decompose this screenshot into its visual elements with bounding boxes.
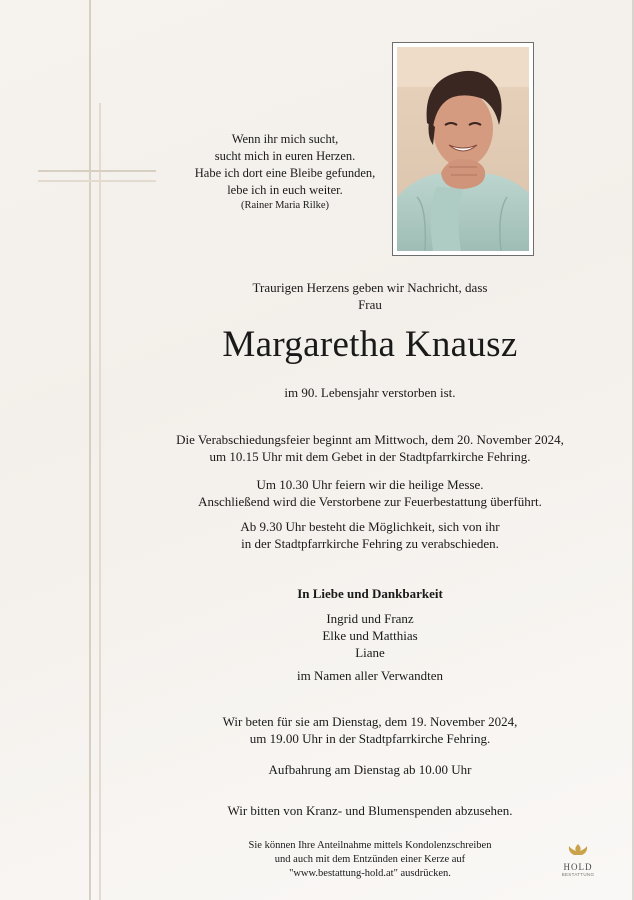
funeral-home-logo (558, 843, 598, 877)
announcement-intro (140, 279, 600, 313)
deceased-name: Margaretha Knausz (222, 324, 518, 365)
ceremony-line: Um 10.30 Uhr feiern wir die heilige Messe. (256, 477, 484, 492)
ceremony-line: Anschließend wird die Verstorbene zur Feuerbestattung überführt. (198, 494, 542, 509)
intro-line: Traurigen Herzens geben wir Nachricht, dass (252, 280, 488, 295)
condolence-footer (140, 839, 600, 881)
logo-name: HOLD (563, 862, 593, 872)
footer-line: Sie können Ihre Anteilnahme mittels Kondolenzschreiben (248, 840, 492, 851)
cross-vertical-bar-shadow (99, 103, 101, 900)
poem-line: Habe ich dort eine Bleibe gefunden, (194, 166, 376, 180)
poem-line: Wenn ihr mich sucht, (231, 132, 339, 146)
poem-block (160, 131, 410, 213)
cross-horizontal-bar-shadow (38, 180, 156, 182)
ceremony-line: um 10.15 Uhr mit dem Gebet in der Stadtpfarrkirche Fehring. (209, 449, 531, 464)
cross-horizontal-bar (38, 170, 156, 172)
footer-line: und auch mit dem Entzünden einer Kerze auf (274, 854, 466, 865)
family-member: Liane (355, 645, 385, 660)
cross-vertical-bar (89, 0, 91, 900)
ceremony-line: Ab 9.30 Uhr besteht die Möglichkeit, sich von ihr (240, 519, 500, 534)
age-line: im 90. Lebensjahr verstorben ist. (284, 385, 456, 400)
footer-line: "www.bestattung-hold.at" ausdrücken. (289, 868, 451, 879)
family-member: Ingrid und Franz (326, 611, 414, 626)
ceremony-line: in der Stadtpfarrkirche Fehring zu verabschieden. (241, 536, 499, 551)
ceremony-paragraph-2 (140, 476, 600, 510)
ceremony-line: Die Verabschiedungsfeier beginnt am Mittwoch, dem 20. November 2024, (176, 432, 564, 447)
viewing-line: Aufbahrung am Dienstag ab 10.00 Uhr (268, 762, 472, 777)
family-members (140, 610, 600, 661)
ceremony-paragraph-3 (140, 518, 600, 552)
ceremony-paragraph-1 (140, 431, 600, 465)
prayer-line: um 19.00 Uhr in der Stadtpfarrkirche Fehring. (249, 731, 491, 746)
poem-line: lebe ich in euch weiter. (227, 183, 343, 197)
prayer-line: Wir beten für sie am Dienstag, dem 19. November 2024, (222, 714, 518, 729)
flame-icon (567, 843, 589, 857)
flowers-notice: Wir bitten von Kranz- und Blumenspenden abzusehen. (227, 803, 513, 818)
intro-title: Frau (358, 297, 382, 312)
portrait-illustration (397, 47, 529, 251)
family-heading: In Liebe und Dankbarkeit (297, 586, 443, 601)
family-closing: im Namen aller Verwandten (297, 668, 443, 683)
poem-line: sucht mich in euren Herzen. (214, 149, 356, 163)
portrait-frame (392, 42, 534, 256)
poem-author: (Rainer Maria Rilke) (240, 200, 330, 211)
portrait-photo (397, 47, 529, 251)
family-member: Elke und Matthias (322, 628, 418, 643)
prayer-paragraph (140, 713, 600, 747)
logo-subtitle: BESTATTUNG (561, 872, 595, 877)
